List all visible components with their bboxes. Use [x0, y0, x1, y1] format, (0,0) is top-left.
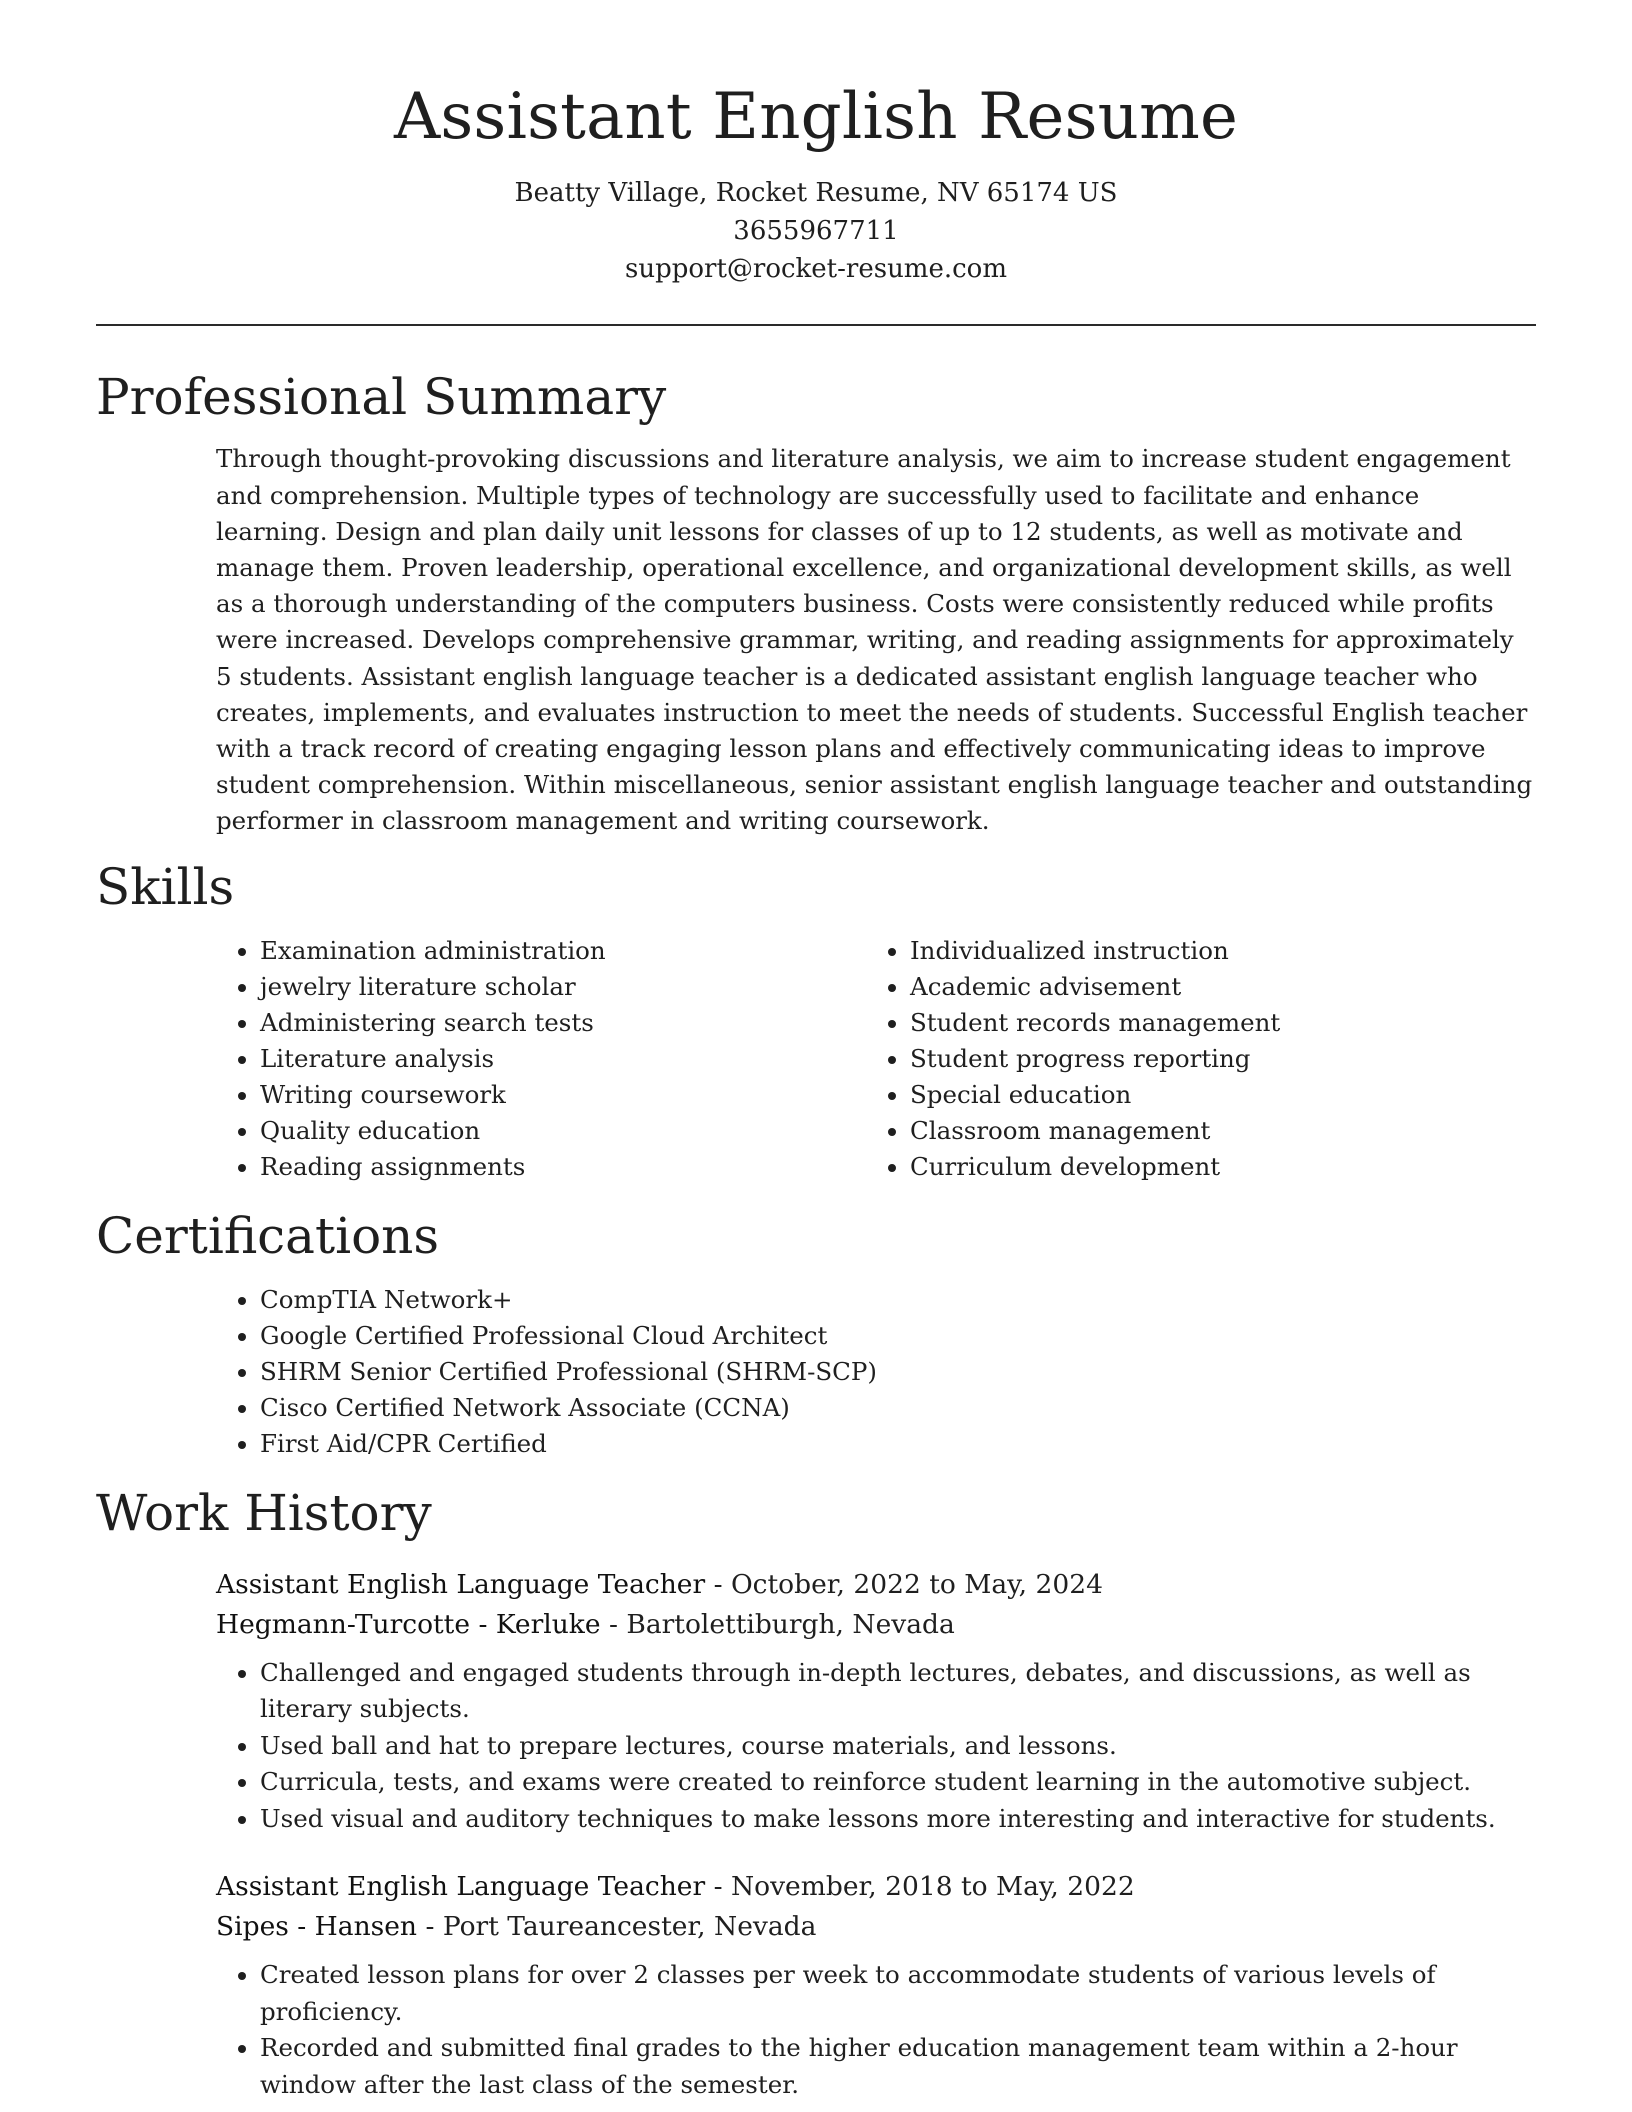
skill-item: • Student records management — [910, 1005, 1536, 1041]
company-name: Sipes - Hansen — [216, 1911, 418, 1943]
skill-item: • Individualized instruction — [910, 933, 1536, 969]
phone: 3655967711 — [733, 216, 899, 247]
job-company-line — [216, 1605, 1536, 1645]
section-title-certifications: Certifications — [96, 1206, 440, 1265]
summary-text: Through thought-provoking discussions and literature analysis, we aim to increase student engagement and comprehension. Multiple types of technology are successfully used to facilitate and enhance learning. Design and plan daily unit lessons for classes of up to 12 students, as well as motivate and manage them. Proven leadership, operational excellence, and organizational development skills, as well as a thorough understanding of the computers business. Costs were consistently reduced while profits were increased. Develops comprehensive grammar, writing, and reading assignments for approximately 5 students. Assistant english language teacher is a dedicated assistant english language teacher who creates, implements, and evaluates instruction to meet the needs of students. Successful English teacher with a track record of creating engaging lesson plans and effectively communicating ideas to improve student comprehension. Within miscellaneous, senior assistant english language teacher and outstanding performer in classroom management and writing coursework. — [216, 444, 1533, 836]
skill-item: • Writing coursework — [260, 1077, 866, 1113]
skill-item: • Academic advisement — [910, 969, 1536, 1005]
job-company-line — [216, 1907, 1536, 1947]
job-bullet: • Used visual and auditory techniques to make lessons more interesting and interactive for students. — [260, 1801, 1536, 1838]
job-location: - Port Taureancester, Nevada — [417, 1911, 817, 1943]
email: support@rocket-resume.com — [624, 254, 1007, 285]
job-entry — [216, 1565, 1536, 1838]
job-heading — [216, 1565, 1536, 1605]
resume-header — [96, 0, 1536, 288]
work-history-section — [96, 1483, 1536, 2104]
job-bullet: • Curricula, tests, and exams were created to reinforce student learning in the automotive subject. — [260, 1764, 1536, 1801]
skill-item: • Classroom management — [910, 1113, 1536, 1149]
header-divider — [96, 324, 1536, 326]
skill-item: • Examination administration — [260, 933, 866, 969]
section-title-work-history: Work History — [96, 1483, 432, 1542]
contact-block — [96, 174, 1536, 288]
skill-item: • Administering search tests — [260, 1005, 866, 1041]
job-bullets — [216, 1957, 1536, 2103]
skill-item: • Reading assignments — [260, 1149, 866, 1185]
resume-title: Assistant English Resume — [393, 80, 1239, 154]
skill-item: • jewelry literature scholar — [260, 969, 866, 1005]
section-title-skills: Skills — [96, 857, 235, 916]
skill-item: • Student progress reporting — [910, 1041, 1536, 1077]
skill-item: • Curriculum development — [910, 1149, 1536, 1185]
job-bullets — [216, 1655, 1536, 1838]
skills-grid — [216, 933, 1536, 1185]
certification-item: • SHRM Senior Certified Professional (SHRM-SCP) — [260, 1354, 1536, 1390]
section-title-summary: Professional Summary — [96, 368, 667, 427]
job-title: Assistant English Language Teacher — [216, 1568, 706, 1600]
certification-item: • Google Certified Professional Cloud Architect — [260, 1318, 1536, 1354]
certification-item: • Cisco Certified Network Associate (CCNA) — [260, 1390, 1536, 1426]
company-name: Hegmann-Turcotte - Kerluke — [216, 1608, 601, 1640]
address: Beatty Village, Rocket Resume, NV 65174 US — [514, 178, 1118, 209]
job-heading — [216, 1867, 1536, 1907]
skills-section — [96, 857, 1536, 1185]
skills-left-list — [216, 933, 866, 1185]
job-title: Assistant English Language Teacher — [216, 1871, 706, 1903]
job-location: - Bartolettiburgh, Nevada — [600, 1608, 955, 1640]
job-dates: - October, 2022 to May, 2024 — [705, 1568, 1103, 1600]
skill-item: • Literature analysis — [260, 1041, 866, 1077]
job-dates: - November, 2018 to May, 2022 — [705, 1871, 1135, 1903]
skills-right-list — [866, 933, 1536, 1185]
job-bullet: • Used ball and hat to prepare lectures, course materials, and lessons. — [260, 1728, 1536, 1765]
job-bullet: • Challenged and engaged students through in-depth lectures, debates, and discussions, as well as literary subjects. — [260, 1655, 1536, 1728]
professional-summary-section — [96, 370, 1536, 839]
certification-item: • First Aid/CPR Certified — [260, 1426, 1536, 1462]
skill-item: • Special education — [910, 1077, 1536, 1113]
skill-item: • Quality education — [260, 1113, 866, 1149]
certifications-section — [96, 1206, 1536, 1462]
certification-item: • CompTIA Network+ — [260, 1282, 1536, 1318]
certifications-list — [216, 1282, 1536, 1462]
job-bullet: • Recorded and submitted final grades to the higher education management team within a 2-hour window after the last class of the semester. — [260, 2030, 1536, 2103]
job-entry — [216, 1867, 1536, 2103]
job-bullet: • Created lesson plans for over 2 classes per week to accommodate students of various levels of proficiency. — [260, 1957, 1536, 2030]
